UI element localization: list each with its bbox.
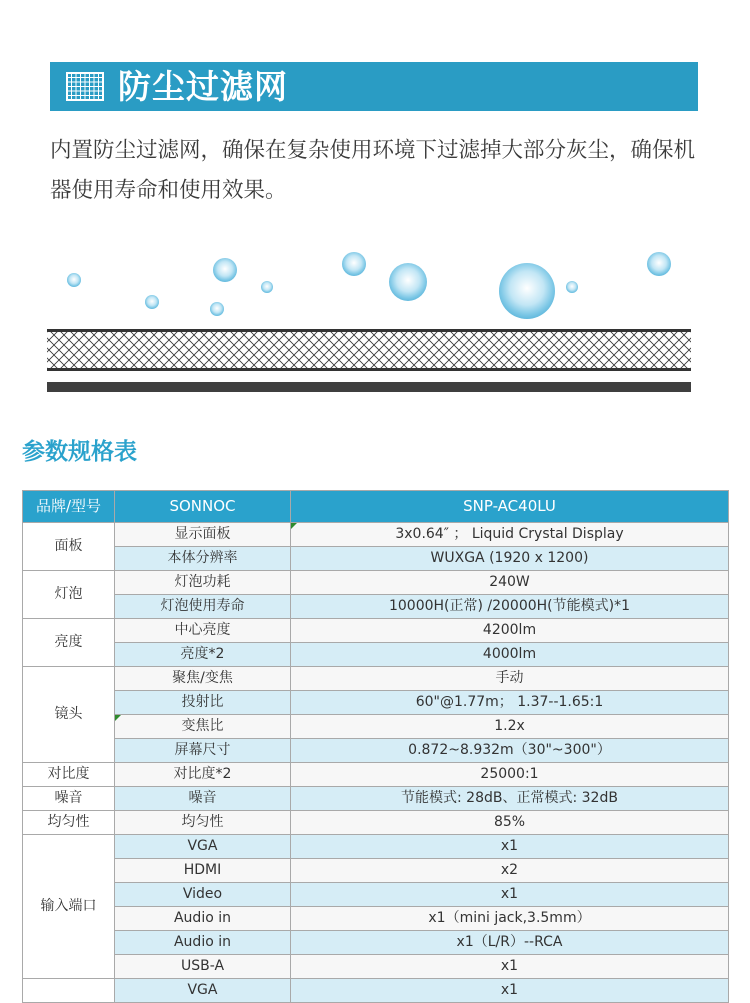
table-row <box>23 691 729 715</box>
spec-name: 对比度*2 <box>115 763 291 787</box>
table-row <box>23 787 729 811</box>
spec-value: x2 <box>291 859 729 883</box>
table-row <box>23 523 729 547</box>
spec-category: 亮度 <box>23 619 115 667</box>
table-row <box>23 715 729 739</box>
spec-value: 85% <box>291 811 729 835</box>
spec-value: x1 <box>291 883 729 907</box>
spec-name: 显示面板 <box>115 523 291 547</box>
spec-name: 变焦比 <box>115 715 291 739</box>
spec-value: 3x0.64″ ； Liquid Crystal Display <box>291 523 729 547</box>
table-row <box>23 595 729 619</box>
spec-value: 4200lm <box>291 619 729 643</box>
spec-value: 手动 <box>291 667 729 691</box>
header-model: SNP-AC40LU <box>291 491 729 523</box>
feature-banner <box>50 62 698 111</box>
spec-name: Audio in <box>115 931 291 955</box>
table-row <box>23 811 729 835</box>
table-row <box>23 907 729 931</box>
spec-value: 60"@1.77m； 1.37--1.65:1 <box>291 691 729 715</box>
header-label: 品牌/型号 <box>23 491 115 523</box>
spec-name: 亮度*2 <box>115 643 291 667</box>
feature-title: 防尘过滤网 <box>118 67 288 106</box>
table-row <box>23 643 729 667</box>
spec-category <box>23 979 115 1003</box>
spec-category: 噪音 <box>23 787 115 811</box>
table-row <box>23 763 729 787</box>
spec-table <box>22 490 729 1003</box>
spec-value: 240W <box>291 571 729 595</box>
spec-value: 10000H(正常) /20000H(节能模式)*1 <box>291 595 729 619</box>
spec-value: x1 <box>291 955 729 979</box>
spec-name: 聚焦/变焦 <box>115 667 291 691</box>
spec-name: 噪音 <box>115 787 291 811</box>
spec-name: HDMI <box>115 859 291 883</box>
spec-category: 输入端口 <box>23 835 115 979</box>
spec-name: Audio in <box>115 907 291 931</box>
spec-name: USB-A <box>115 955 291 979</box>
spec-value: x1 <box>291 979 729 1003</box>
spec-value: 25000:1 <box>291 763 729 787</box>
table-row <box>23 979 729 1003</box>
spec-category: 对比度 <box>23 763 115 787</box>
dust-particles <box>67 252 671 319</box>
spec-category: 面板 <box>23 523 115 571</box>
spec-header-row <box>23 491 729 523</box>
filter-grid-icon <box>66 72 104 101</box>
spec-section-title: 参数规格表 <box>22 439 137 465</box>
spec-name: 灯泡功耗 <box>115 571 291 595</box>
spec-name: VGA <box>115 979 291 1003</box>
spec-value: x1 <box>291 835 729 859</box>
spec-category: 镜头 <box>23 667 115 763</box>
spec-value: x1（mini jack,3.5mm） <box>291 907 729 931</box>
spec-category: 均匀性 <box>23 811 115 835</box>
table-row <box>23 739 729 763</box>
spec-value: x1（L/R）--RCA <box>291 931 729 955</box>
spec-value: 1.2x <box>291 715 729 739</box>
table-row <box>23 667 729 691</box>
feature-description: 内置防尘过滤网，确保在复杂使用环境下过滤掉大部分灰尘，确保机器使用寿命和使用效果。 <box>50 138 696 203</box>
spec-name: 本体分辨率 <box>115 547 291 571</box>
spec-name: 中心亮度 <box>115 619 291 643</box>
dust-filter-illustration <box>44 245 696 397</box>
spec-category: 灯泡 <box>23 571 115 619</box>
table-row <box>23 547 729 571</box>
spec-value: 0.872~8.932m（30"~300"） <box>291 739 729 763</box>
table-row <box>23 571 729 595</box>
table-row <box>23 883 729 907</box>
table-row <box>23 955 729 979</box>
spec-name: VGA <box>115 835 291 859</box>
header-brand: SONNOC <box>115 491 291 523</box>
spec-value: 4000lm <box>291 643 729 667</box>
spec-name: 均匀性 <box>115 811 291 835</box>
filter-mesh <box>47 332 691 368</box>
spec-name: 屏幕尺寸 <box>115 739 291 763</box>
table-row <box>23 931 729 955</box>
table-row <box>23 859 729 883</box>
spec-value: 节能模式: 28dB、正常模式: 32dB <box>291 787 729 811</box>
table-row <box>23 619 729 643</box>
spec-name: Video <box>115 883 291 907</box>
table-row <box>23 835 729 859</box>
spec-name: 投射比 <box>115 691 291 715</box>
spec-value: WUXGA (1920 x 1200) <box>291 547 729 571</box>
spec-name: 灯泡使用寿命 <box>115 595 291 619</box>
